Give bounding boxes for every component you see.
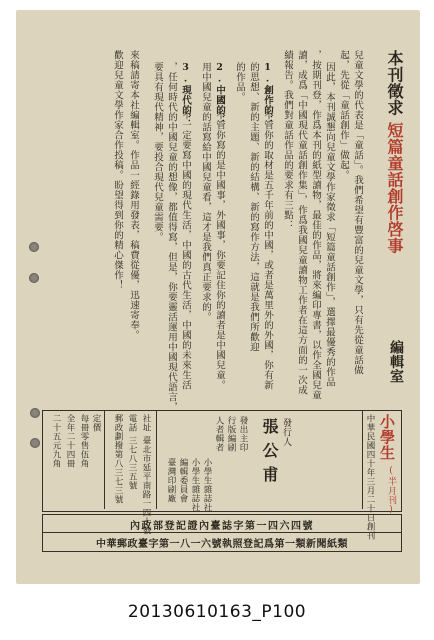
price-char: 角 <box>79 459 89 468</box>
masthead-founded: 中華民國四十年三月二十日創刊 <box>365 414 375 540</box>
staff-column: 小學生雜誌社 <box>202 458 212 512</box>
masthead-issue: (半月刊) <box>386 466 396 516</box>
price-char: 十 <box>51 423 61 432</box>
point-line: 不一定要寫中國的現代生活，中國的古代生活，中國的未來生活 <box>180 110 191 390</box>
price-char: 零 <box>79 432 89 441</box>
registration-divider <box>42 532 402 533</box>
staff-column: 小學生雜誌社 <box>190 458 200 512</box>
account-label: 郵政劃撥 <box>113 414 123 450</box>
price-column <box>64 414 76 468</box>
publisher-label: 發行人 <box>281 418 291 447</box>
body-column: 讀，成爲「中國現代童話創作集」，作爲我國兒童讀物工作者在這方面的一次成 <box>296 50 307 396</box>
binder-hole <box>30 438 40 448</box>
body-column: ，按期刊登，作爲本刊的紙型讀物，最佳的作品，將來編印專書，以作全國兒童 <box>310 50 321 400</box>
heading-prefix: 本刊徵求 <box>385 50 404 116</box>
price-char: 冊 <box>65 459 75 468</box>
masthead-title-char: 小 <box>378 414 396 430</box>
price-char: 五 <box>51 432 61 441</box>
price-char: 每 <box>79 414 89 423</box>
point-line: 用中國兒童的話寫給中國兒童看，這才是我們真正要求的。 <box>200 62 211 322</box>
price-column <box>50 414 62 468</box>
heading-highlight: 短篇童話創作啓事 <box>385 122 404 254</box>
point-label: 2.中國的： <box>214 62 225 125</box>
masthead-divider <box>362 411 363 509</box>
point-line: 的思想、新的主題、新的結構、新的寫作方法，這就是我們所歡迎 <box>248 62 259 352</box>
address-label: 社址 <box>141 414 151 432</box>
point-line: 不管你寫的是中國事，外國事，你要記住你的讀者是中國兒童。 <box>214 110 225 390</box>
point-label: 1.創作的： <box>262 62 273 125</box>
masthead-title-char: 生 <box>378 445 396 461</box>
body-column: 起，先從「童話創作」做起。 <box>338 50 349 180</box>
price-char: 冊 <box>79 423 89 432</box>
point-line: 要具有現代精神，要投合現代兒童需要。 <box>152 62 163 242</box>
price-char: 全 <box>65 414 75 423</box>
address-value: 臺北市延平南路一四十號 <box>141 436 151 535</box>
archive-caption: 20130610163_P100 <box>127 602 307 622</box>
price-char: 二 <box>65 432 75 441</box>
binder-hole <box>29 242 39 252</box>
price-char: 售 <box>79 441 89 450</box>
document-page <box>16 10 420 584</box>
body-column: 績報告。我們對童話作品的要求有三點： <box>282 50 293 230</box>
point-line: 不管你的取材是五千年前的中國，或者是萬里外的外國，你有新 <box>262 110 273 390</box>
closing-line: 歡迎兒童文學作家合作投稿。盼望得到你的精心傑作！ <box>112 50 123 290</box>
staff-column: 人者輯者 <box>214 416 224 452</box>
price-char: 四 <box>65 450 75 459</box>
staff-column: 行版編刷 <box>226 416 236 452</box>
registration-line: 中華郵政臺字第一八一六號執照登記爲第一類新聞紙類 <box>96 539 348 550</box>
masthead-divider <box>104 411 105 509</box>
binder-hole <box>30 408 40 418</box>
account-value: 第八三七三號 <box>113 450 123 504</box>
price-char: 十 <box>65 441 75 450</box>
masthead-title <box>377 414 398 461</box>
price-char: 二 <box>51 414 61 423</box>
price-column <box>78 414 90 468</box>
masthead-title-char: 學 <box>378 429 396 445</box>
price-header: 定價 <box>91 414 101 432</box>
staff-column: 發出主印 <box>238 416 248 452</box>
price-char: 伍 <box>79 450 89 459</box>
body-column: 兒童文學的代表是「童話」。我們希望有豐富的兒童文學，只有先從童話做 <box>352 50 363 376</box>
binder-hole <box>29 273 39 283</box>
point-label: 3.現代的： <box>180 62 191 125</box>
closing-line: 來稿請寄本社編輯室。作品一經錄用發表，稿費從優，迅速寄奉。 <box>128 50 139 340</box>
staff-column: 臺灣印刷廠 <box>166 458 176 503</box>
point-line: 的作品。 <box>234 62 245 102</box>
staff-column: 編輯委員會 <box>178 458 188 503</box>
price-char: 角 <box>51 459 61 468</box>
body-column: 因此，本刊誠懇向兒童文學作家徵求「短篇童話創作」，選擇最優秀的作品 <box>324 62 335 388</box>
price-char: 九 <box>51 450 61 459</box>
phone-label: 電話 <box>127 414 137 432</box>
point-line: ，任何時代的中國兒童的想像，都值得寫，但是，你要靈活運用中國現代語言， <box>166 62 177 412</box>
phone-value: 三七八三五號 <box>127 436 137 490</box>
price-char: 元 <box>51 441 61 450</box>
publisher-name: 張公甫 <box>260 418 279 490</box>
price-char: 年 <box>65 423 75 432</box>
masthead-divider <box>156 411 157 509</box>
heading-byline: 編輯室 <box>388 340 404 384</box>
registration-line: 內政部登記證內臺誌字第一四六四號 <box>130 521 314 532</box>
